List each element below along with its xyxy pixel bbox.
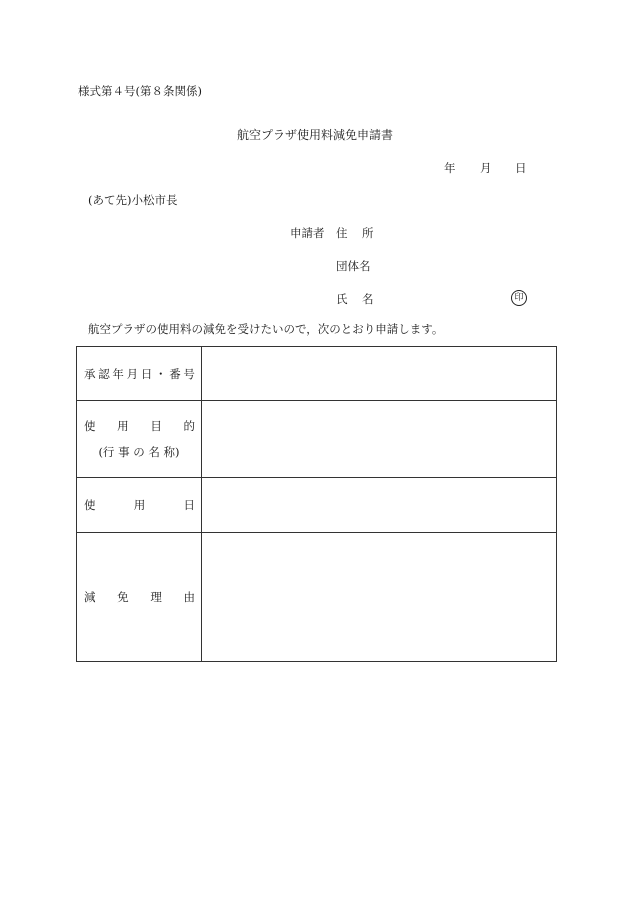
approval-date-number-label: 承 認 年 月 日 ・ 番 号 [84, 366, 195, 381]
document-title: 航空プラザ使用料減免申請書 [236, 128, 393, 142]
reduction-reason-label: 減 免 理 由 [84, 590, 195, 604]
usage-date-field[interactable] [202, 478, 557, 533]
name-label-2: 名 [362, 292, 374, 306]
form-reference: 様式第４号(第８条関係) [78, 84, 202, 98]
purpose-label: 使 用 目 的 [84, 419, 195, 433]
purpose-label-cell [77, 401, 202, 478]
table-row [77, 401, 557, 478]
approval-date-number-field[interactable] [202, 347, 557, 401]
table-row [77, 478, 557, 533]
date-day-label: 日 [515, 161, 527, 175]
table-row [77, 347, 557, 401]
reduction-reason-label-cell [77, 533, 202, 662]
date-month-label: 月 [480, 161, 492, 175]
event-name-sublabel: (行 事 の 名 称) [98, 445, 180, 459]
reduction-reason-field[interactable] [202, 533, 557, 662]
addressee: (あて先)小松市長 [88, 193, 178, 207]
address-label-2: 所 [362, 226, 374, 240]
application-table [76, 346, 557, 662]
usage-date-label: 使 用 日 [84, 498, 195, 512]
intro-text: 航空プラザの使用料の減免を受けたいので，次のとおり申請します。 [88, 322, 444, 336]
seal-mark: 印 [511, 290, 527, 306]
applicant-label: 申請者 [290, 226, 325, 240]
name-label-1: 氏 [336, 292, 348, 306]
table-row [77, 533, 557, 662]
address-label-1: 住 [336, 226, 348, 240]
date-year-label: 年 [444, 161, 456, 175]
purpose-field[interactable] [202, 401, 557, 478]
group-name-label: 団体名 [336, 259, 371, 273]
approval-date-number-label-cell [77, 347, 202, 401]
usage-date-label-cell [77, 478, 202, 533]
